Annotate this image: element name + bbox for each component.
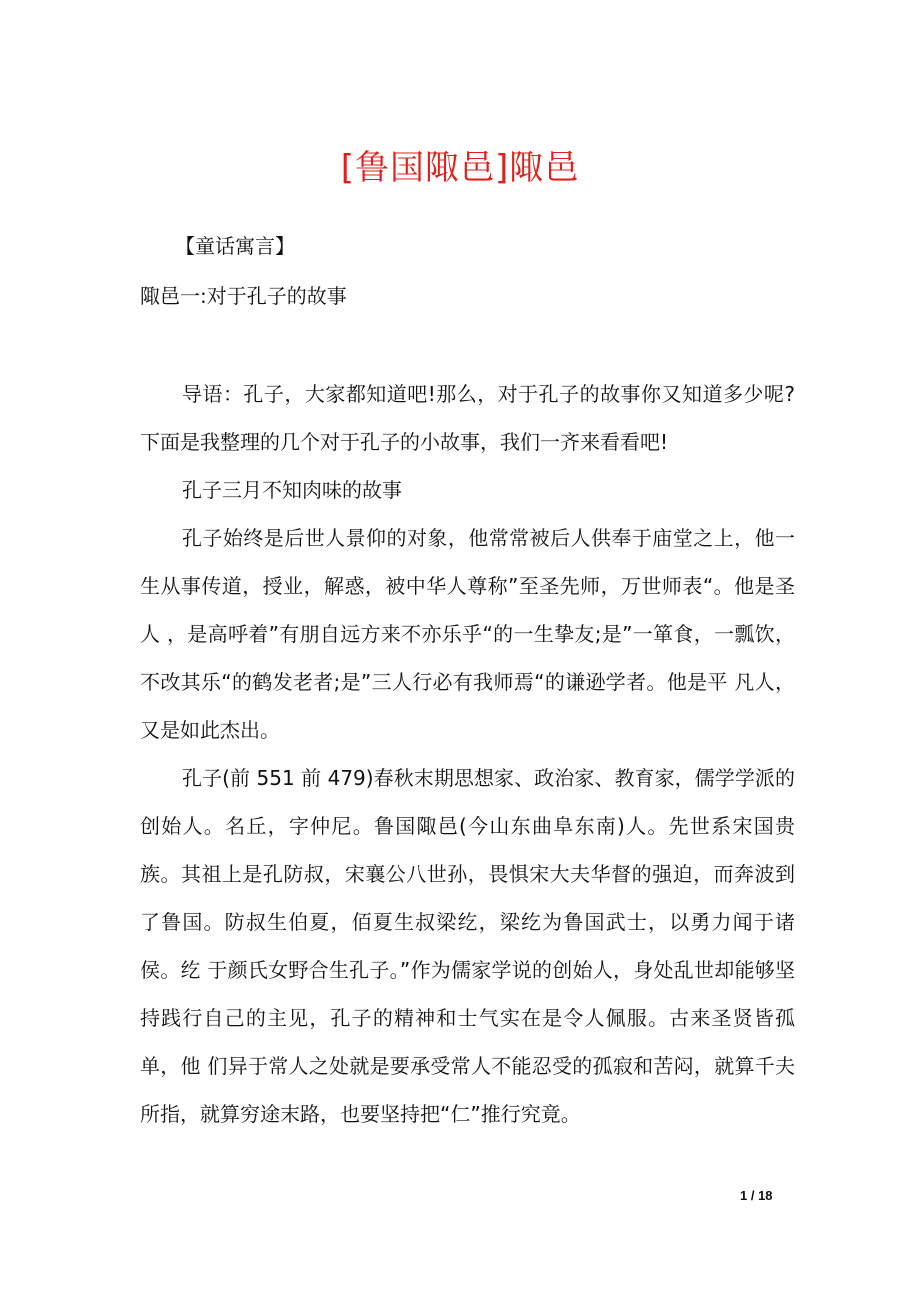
intro-paragraph: 导语：孔子，大家都知道吧!那么，对于孔子的故事你又知道多少呢?下面是我整理的几个对于孔子的小故事，我们一齐来看看吧! bbox=[140, 382, 795, 454]
section-subtitle: 陬邑一:对于孔子的故事 bbox=[140, 284, 347, 308]
body-paragraph: 孔子始终是后世人景仰的对象，他常常被后人供奉于庙堂之上，他一生从事传道，授业，解惑，被中华人尊称”至圣先师，万世师表“。他是圣人 ，是高呼着”有朋自远方来不亦乐乎“的一生挚友;是”一箪食，一瓢饮，不改其乐“的鹤发老者;是”三人行必有我师焉“的谦逊学者。他是平 凡人，又是如此杰出。 bbox=[140, 526, 795, 742]
story-heading: 孔子三月不知肉味的故事 bbox=[182, 478, 402, 502]
body-text bbox=[140, 370, 795, 1138]
category-label: 【童话寓言】 bbox=[175, 234, 295, 258]
page-number: 1 / 18 bbox=[740, 1188, 773, 1203]
body-paragraph: 孔子(前 551 前 479)春秋末期思想家、政治家、教育家，儒学学派的创始人。名丘，字仲尼。鲁国陬邑(今山东曲阜东南)人。先世系宋国贵 族。其祖上是孔防叔，宋襄公八世孙，畏惧宋大夫华督的强迫，而奔波到了鲁国。防叔生伯夏，佰夏生叔梁纥，梁纥为鲁国武士，以勇力闻于诸侯。纥 于颜氏女野合生孔子。”作为儒家学说的创始人，身处乱世却能够坚持践行自己的主见，孔子的精神和士气实在是令人佩服。古来圣贤皆孤单，他 们异于常人之处就是要承受常人不能忍受的孤寂和苦闷，就算千夫所指，就算穷途末路，也要坚持把“仁”推行究竟。 bbox=[140, 766, 795, 1126]
document-title: [鲁国陬邑]陬邑 bbox=[340, 148, 580, 188]
